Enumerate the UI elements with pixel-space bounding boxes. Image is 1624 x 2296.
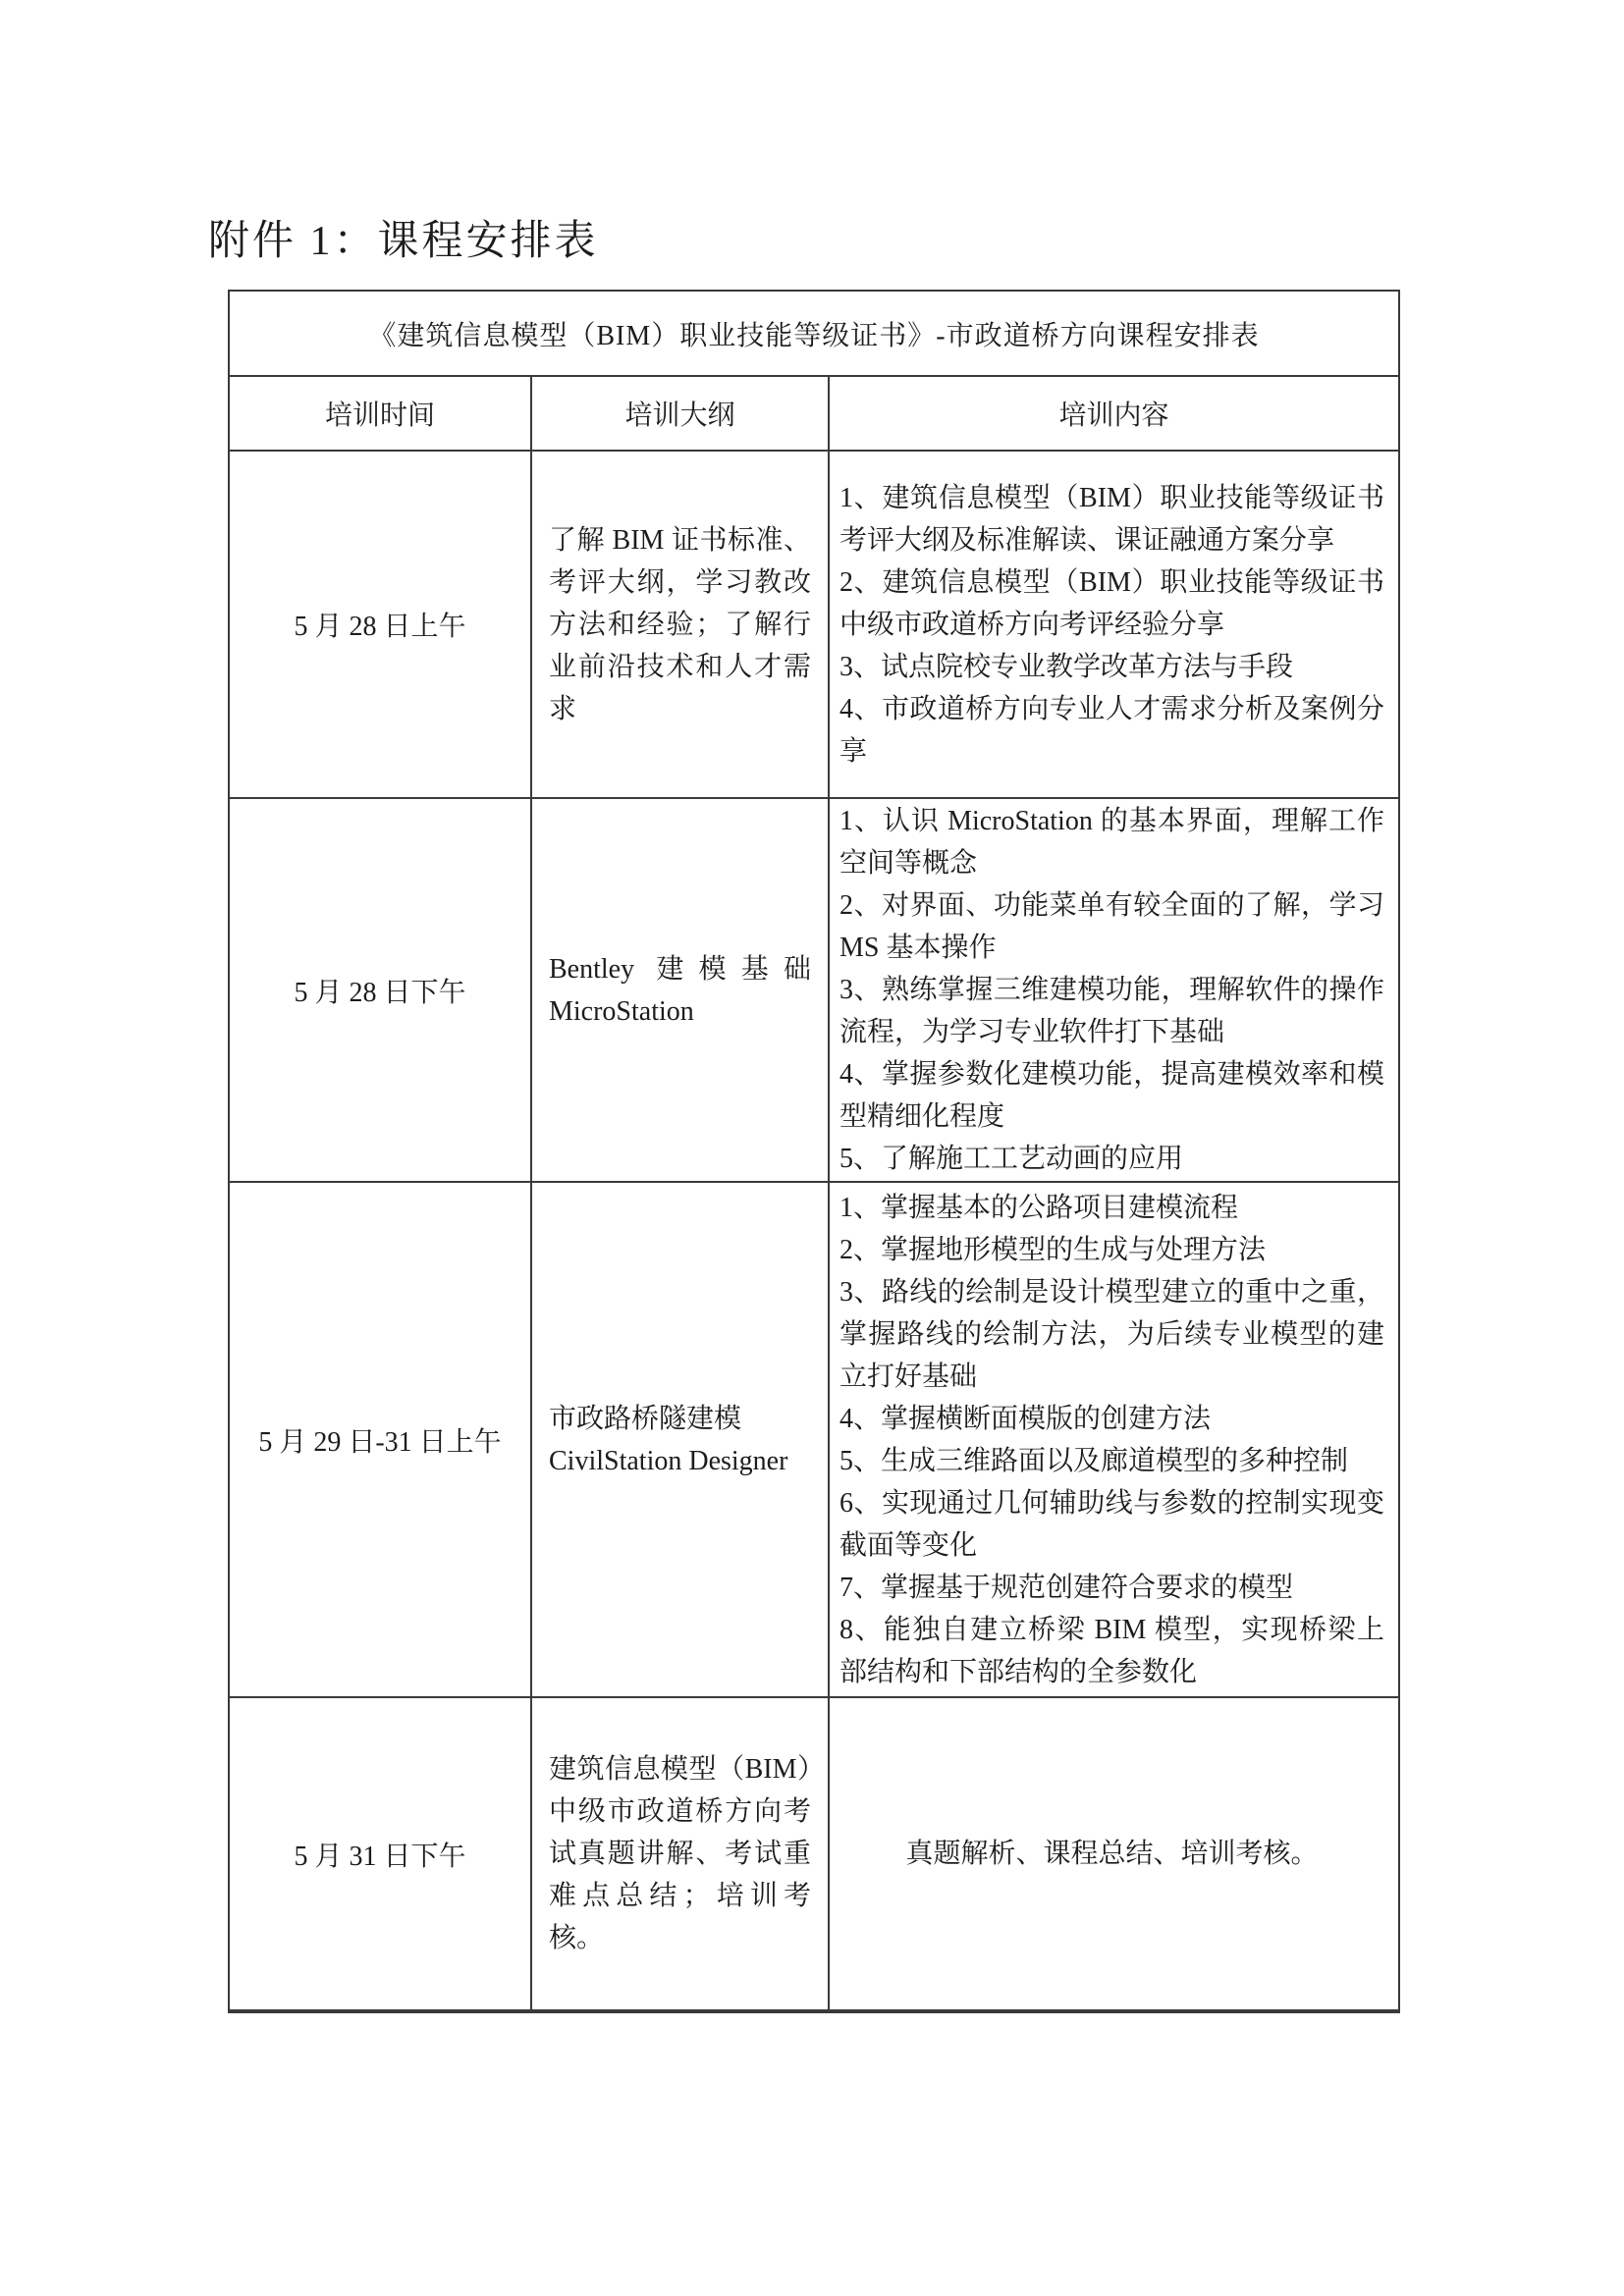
cell-training-content (829, 798, 1399, 1182)
content-item: 6、实现通过几何辅助线与参数的控制实现变截面等变化 (839, 1487, 1384, 1561)
cell-training-outline: 了解 BIM 证书标准、考评大纲，学习教改方法和经验；了解行业前沿技术和人才需求 (531, 451, 829, 798)
content-item: 3、路线的绘制是设计模型建立的重中之重，掌握路线的绘制方法，为后续专业模型的建立打好基础 (839, 1276, 1384, 1392)
content-item: 5、了解施工工艺动画的应用 (839, 1144, 1184, 1174)
table-title-row (229, 291, 1399, 376)
content-item: 4、掌握参数化建模功能，提高建模效率和模型精细化程度 (839, 1059, 1384, 1132)
content-item: 5、生成三维路面以及廊道模型的多种控制 (839, 1445, 1349, 1476)
table-title: 《建筑信息模型（BIM）职业技能等级证书》-市政道桥方向课程安排表 (229, 291, 1399, 376)
table-row (229, 451, 1399, 798)
content-item: 1、认识 MicroStation 的基本界面，理解工作空间等概念 (839, 806, 1384, 879)
column-header-training-time: 培训时间 (229, 376, 531, 451)
content-item: 4、掌握横断面模版的创建方法 (839, 1403, 1212, 1434)
column-header-training-outline: 培训大纲 (531, 376, 829, 451)
course-schedule-table (228, 290, 1400, 2013)
content-item: 8、能独自建立桥梁 BIM 模型，实现桥梁上部结构和下部结构的全参数化 (839, 1614, 1384, 1687)
column-header-training-content: 培训内容 (829, 376, 1399, 451)
table-row (229, 1697, 1399, 2011)
cell-training-content (829, 1697, 1399, 2011)
attachment-heading: 附件 1：课程安排表 (208, 219, 599, 264)
content-item: 1、掌握基本的公路项目建模流程 (839, 1192, 1239, 1223)
content-item: 真题解析、课程总结、培训考核。 (905, 1839, 1319, 1869)
content-item: 3、熟练掌握三维建模功能，理解软件的操作流程，为学习专业软件打下基础 (839, 975, 1384, 1047)
cell-training-outline: Bentley 建模基础 MicroStation (531, 798, 829, 1182)
cell-training-time: 5 月 31 日下午 (229, 1697, 531, 2011)
cell-training-content (829, 1182, 1399, 1697)
content-item: 7、掌握基于规范创建符合要求的模型 (839, 1572, 1294, 1603)
cell-training-time: 5 月 28 日上午 (229, 451, 531, 798)
content-item: 3、试点院校专业教学改革方法与手段 (839, 651, 1294, 682)
cell-training-content (829, 451, 1399, 798)
cell-training-outline: 市政路桥隧建模 CivilStation Designer (531, 1182, 829, 1697)
table-row (229, 1182, 1399, 1697)
content-item: 1、建筑信息模型（BIM）职业技能等级证书考评大纲及标准解读、课证融通方案分享 (839, 482, 1384, 556)
table-header-row (229, 376, 1399, 451)
content-item: 2、掌握地形模型的生成与处理方法 (839, 1234, 1267, 1265)
cell-training-outline: 建筑信息模型（BIM）中级市政道桥方向考试真题讲解、考试重难点总结；培训考核。 (531, 1697, 829, 2011)
content-item: 4、市政道桥方向专业人才需求分析及案例分享 (839, 693, 1384, 767)
cell-training-time: 5 月 29 日-31 日上午 (229, 1182, 531, 1697)
content-item: 2、建筑信息模型（BIM）职业技能等级证书中级市政道桥方向考评经验分享 (839, 566, 1384, 640)
content-item: 2、对界面、功能菜单有较全面的了解，学习 MS 基本操作 (839, 890, 1384, 963)
table-row (229, 798, 1399, 1182)
cell-training-time: 5 月 28 日下午 (229, 798, 531, 1182)
